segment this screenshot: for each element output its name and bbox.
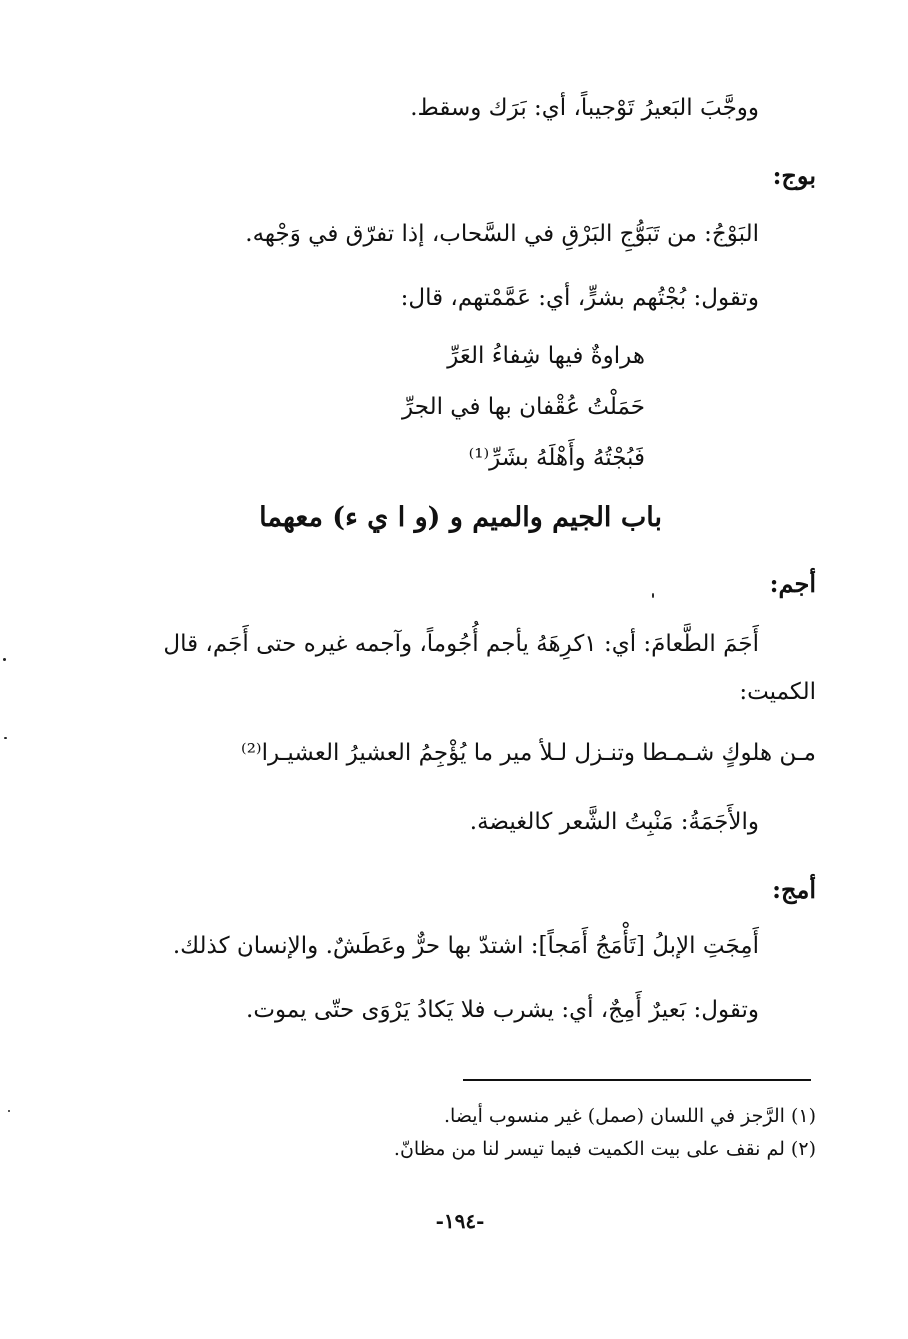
verse-line: حَمَلْتُ عُقْفان بها في الجرِّ (402, 394, 645, 420)
entry-line: والأَجَمَةُ: مَنْبِتُ الشَّعر كالغيضة. (469, 809, 759, 835)
headword-ajm: أجم: (769, 569, 816, 598)
entry-line: البَوْجُ: من تَبَوُّجِ البَرْقِ في السَّحاب، إذا تفرّق في وَجْهه. (245, 221, 759, 247)
headword-bawj: بوج: (772, 161, 816, 190)
scan-speck (8, 1110, 10, 1112)
headword-amj: أمج: (772, 875, 816, 904)
footnote: (٢) لم نقف على بيت الكميت فيما تيسر لنا من مظانّ. (393, 1138, 816, 1160)
scan-speck (4, 737, 7, 739)
entry-line: وتقول: بُجْتُهم بشرٍّ، أي: عَمَّمْتهم، قال: (400, 285, 759, 311)
entry-line: أَمِجَتِ الإبلُ [تَأْمَجُ أَمَجاً]: اشتدّ بها حرٌّ وعَطَشٌ. والإنسان كذلك. (172, 933, 759, 959)
poetry-line: مـن هلوكٍ شـمـطا وتنـزل لـلأ مير ما يُؤْجِمُ العشيرُ العشيـرا⁽²⁾ (241, 740, 816, 766)
entry-line: وتقول: بَعيرٌ أَمِجٌ، أي: يشرب فلا يَكادُ يَرْوَى حتّى يموت. (246, 997, 759, 1023)
entry-line: ووجَّبَ البَعيرُ تَوْجيباً، أي: بَرَك وسقط. (410, 95, 759, 121)
entry-line: الكميت: (739, 679, 816, 705)
verse-line: فَبُجْتُهُ وأَهْلَهُ بشَرِّ⁽¹⁾ (468, 445, 645, 471)
footnote: (١) الرَّجز في اللسان (صمل) غير منسوب أيضا. (444, 1105, 816, 1127)
entry-line: أَجَمَ الطَّعامَ: أي: ١كرِهَهُ يأجم أُجُوماً، وآجمه غيره حتى أَجَم، قال (163, 631, 759, 657)
footnote-separator (463, 1079, 811, 1081)
scan-speck (652, 593, 654, 598)
page-number: -١٩٤- (435, 1209, 485, 1233)
verse-line: هراوةٌ فيها شِفاءُ العَرِّ (447, 343, 645, 369)
chapter-title: باب الجيم والميم و (و ا ي ء) معهما (259, 502, 662, 533)
scan-speck (3, 658, 6, 661)
